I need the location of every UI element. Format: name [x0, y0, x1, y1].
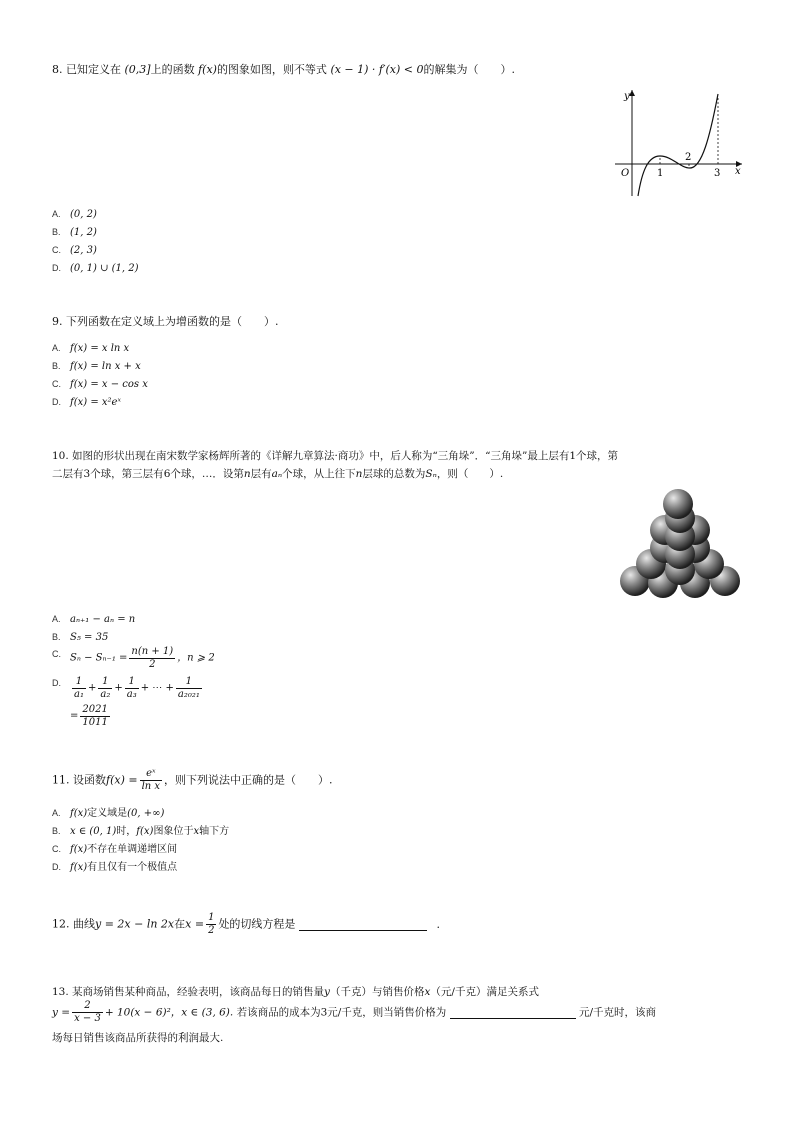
question-10-stem-line1: 10. 如图的形状出现在南宋数学家杨辉所著的《详解九章算法·商功》中，后人称为“三角垛”．“三角垛”最上层有1个球，第: [52, 450, 619, 462]
q9-option-c[interactable]: C. f(x) = x − cos x: [52, 379, 148, 390]
question-13-stem-line1: 13. 某商场销售某种商品，经验表明，该商品每日的销售量y（千克）与销售价格x（元/千克）满足关系式: [52, 986, 539, 998]
tick-label-1: 1: [657, 168, 664, 179]
q9-option-a[interactable]: A. f(x) = x ln x: [52, 343, 130, 354]
q10-option-d[interactable]: D. $\frac{1}{\text{a₁}}$ + $\frac{1}{\text{a₂}}$ + $\frac{1}{\text{a₃}}$ + ⋯ + $\frac{1}{\text{a₂₀₂₁}}$: [52, 676, 200, 700]
q11-option-c[interactable]: C. f(x)不存在单调递增区间: [52, 844, 178, 855]
q8-option-b[interactable]: B. (1, 2): [52, 227, 97, 238]
q10-option-a[interactable]: A. aₙ₊₁ − aₙ = n: [52, 614, 136, 625]
triangular-ball-stack-image: [615, 486, 745, 601]
question-13-stem-line3: 场每日销售该商品所获得的利润最大.: [52, 1032, 224, 1044]
tick-label-2: 2: [685, 152, 692, 163]
q10-option-b[interactable]: B. S₅ = 35: [52, 632, 109, 643]
q8-option-d[interactable]: D. (0, 1) ∪ (1, 2): [52, 263, 139, 274]
origin-label: O: [621, 168, 630, 179]
q13-answer-blank[interactable]: [450, 1006, 576, 1019]
question-9-stem: 9. 下列函数在定义域上为增函数的是（ ）.: [52, 315, 279, 328]
y-axis-label: y: [624, 91, 630, 102]
q9-option-d[interactable]: D. f(x) = x²eˣ: [52, 397, 121, 408]
function-curve: [638, 94, 721, 196]
question-13-stem-line2: y = $\frac{2}{x - 3}$ + 10(x − 6)²，x ∈ (3, 6). 若该商品的成本为3元/千克，则当销售价格为 元/千克时，该商: [52, 1000, 657, 1024]
q8-option-a[interactable]: A. (0, 2): [52, 209, 97, 220]
question-10-stem-line2: 二层有3个球，第三层有6个球，…．设第n层有aₙ个球，从上往下n层球的总数为Sₙ，则（ ）.: [52, 468, 504, 480]
question-8-stem: 8. 已知定义在 (0,3]上的函数 f(x)的图象如图，则不等式 (x − 1) · f′(x) < 0的解集为（ ）.: [52, 63, 515, 76]
q9-option-b[interactable]: B. f(x) = ln x + x: [52, 361, 141, 372]
q12-answer-blank[interactable]: [299, 918, 427, 931]
question-11-stem: 11. 设函数f(x) = $\frac{\text{eˣ}}{\text{ln x}}$ ，则下列说法中正确的是（ ）.: [52, 768, 333, 792]
tick-label-3: 3: [714, 168, 721, 179]
q8-option-c[interactable]: C. (2, 3): [52, 245, 97, 256]
question-8-function-graph: [610, 86, 750, 201]
q10-option-d-result: = $\frac{2021}{1011}$: [70, 704, 108, 728]
question-12-stem: 12. 曲线y = 2x − ln 2x在x = $\frac{1}{2}$ 处的切线方程是 .: [52, 912, 440, 936]
q11-option-a[interactable]: A. f(x)定义域是(0, +∞): [52, 808, 165, 819]
q11-option-d[interactable]: D. f(x)有且仅有一个极值点: [52, 862, 178, 873]
q10-option-c[interactable]: C. Sₙ − Sₙ₋₁ = $\frac{n(n + 1)}{2}$ ，n ⩾ 2: [52, 646, 215, 670]
x-axis-label: x: [735, 166, 741, 177]
q11-option-b[interactable]: B. x ∈ (0, 1)时，f(x)图象位于x轴下方: [52, 826, 230, 837]
